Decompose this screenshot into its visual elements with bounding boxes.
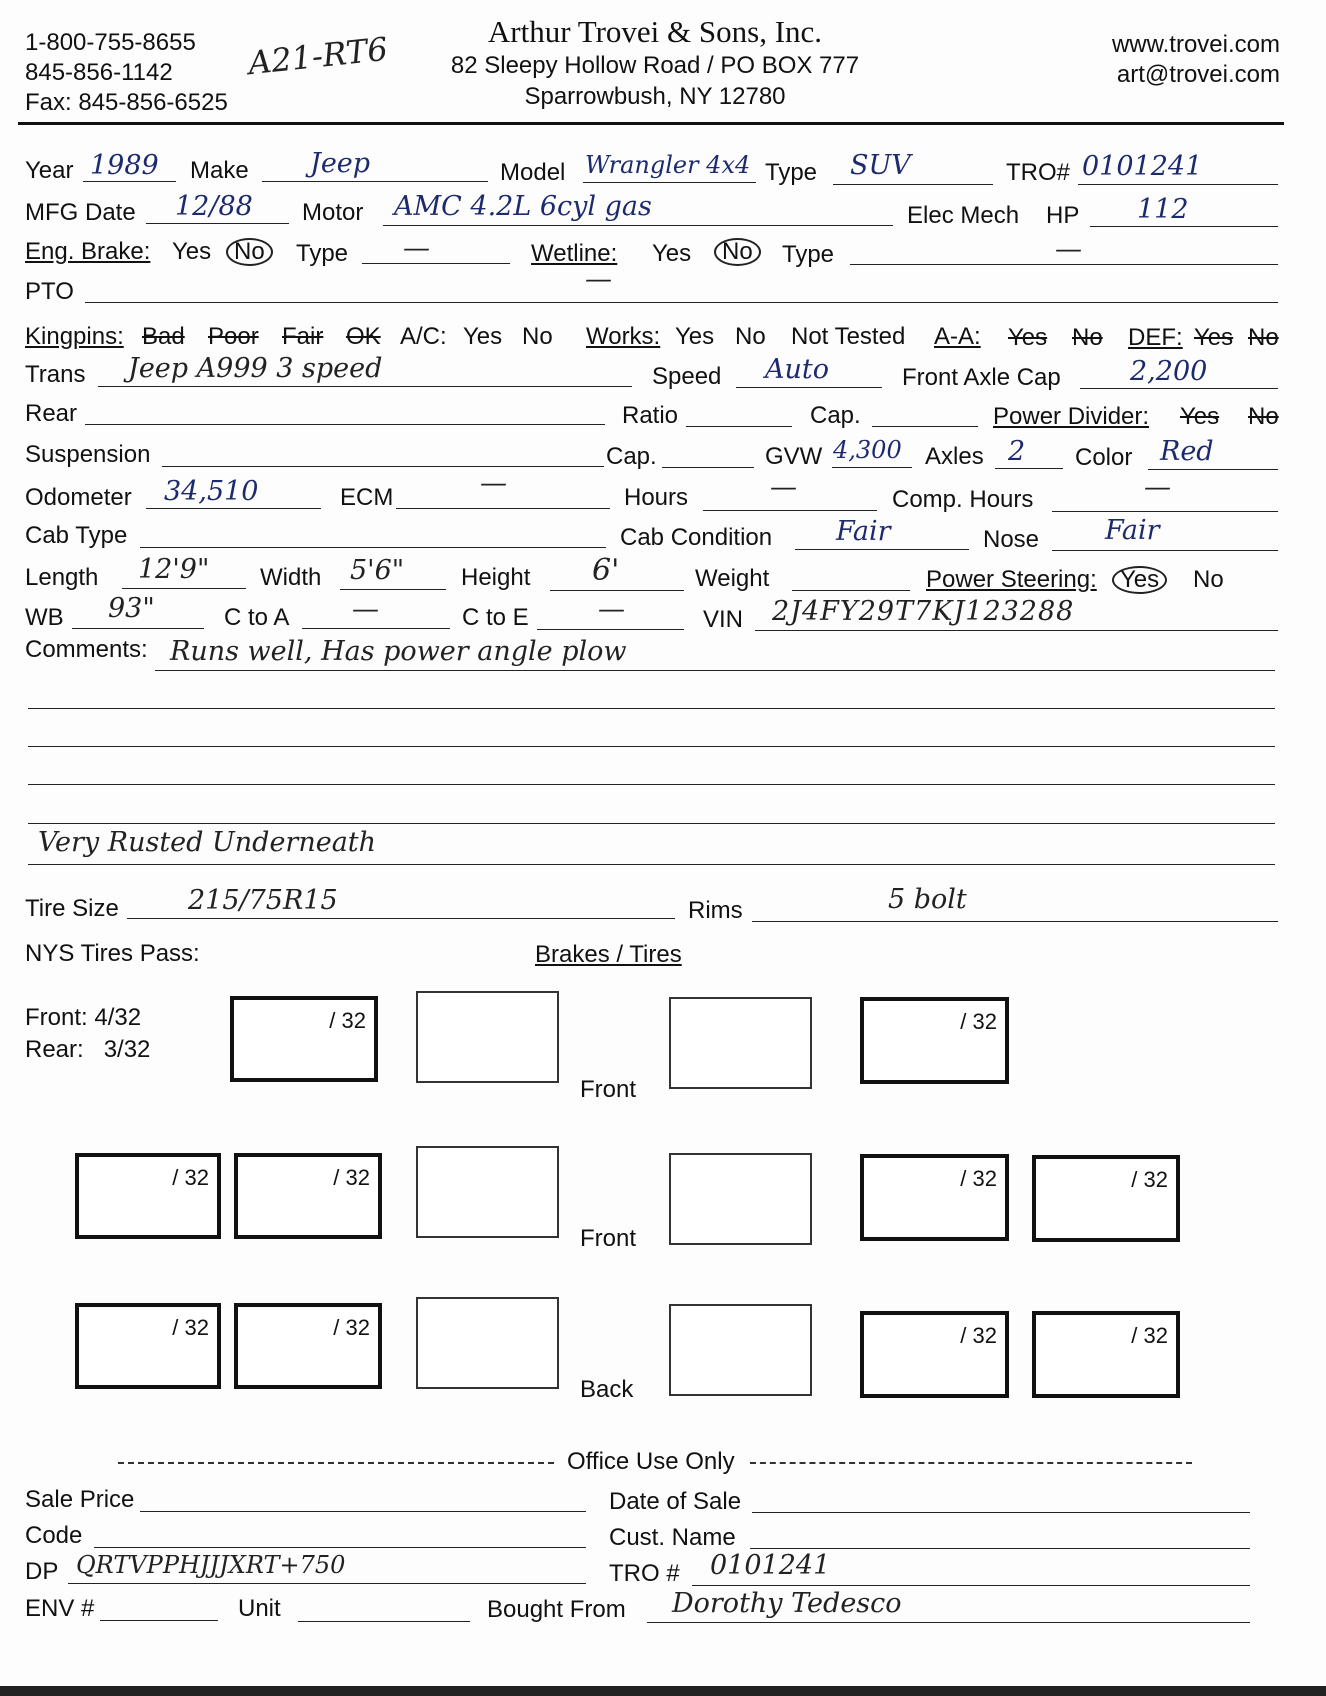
c-to-e-value: — xyxy=(598,594,625,625)
header-divider xyxy=(18,122,1284,125)
rims-line xyxy=(752,921,1278,922)
tire-box-drive1-left-inner[interactable] xyxy=(234,1153,382,1239)
odometer-label: Odometer xyxy=(25,484,132,511)
hp-line xyxy=(1090,226,1278,227)
front-axle-cap-line xyxy=(1080,388,1278,389)
kingpins-fair: Fair xyxy=(282,323,324,350)
dp-label: DP xyxy=(25,1558,59,1585)
axles-value: 2 xyxy=(1008,436,1026,467)
brake-box-drive1-left[interactable] xyxy=(416,1146,559,1238)
ecm-value: — xyxy=(480,468,507,499)
height-label: Height xyxy=(461,564,531,591)
front-axle-cap-value: 2,200 xyxy=(1130,356,1208,387)
wb-line xyxy=(72,628,204,629)
def-yes: Yes xyxy=(1194,324,1234,351)
rear-tread-depth: Rear: 3/32 xyxy=(25,1036,151,1063)
ecm-line xyxy=(396,508,610,509)
c-to-a-value: — xyxy=(352,594,379,625)
tread-32-label: / 32 xyxy=(333,1315,370,1340)
front-tread-depth: Front: 4/32 xyxy=(25,1004,142,1031)
cab-type-line xyxy=(140,547,606,548)
wetline-label: Wetline: xyxy=(531,240,618,267)
axle-label-back: Back xyxy=(580,1376,634,1403)
wetline-type-label: Type xyxy=(782,241,835,268)
wb-value: 93" xyxy=(108,593,155,624)
env-label: ENV # xyxy=(25,1595,95,1622)
ac-label: A/C: xyxy=(400,323,447,350)
color-label: Color xyxy=(1075,444,1133,471)
mfg-date-line xyxy=(146,223,289,224)
gvw-label: GVW xyxy=(765,443,823,470)
tire-box-front-right[interactable] xyxy=(860,997,1009,1084)
cab-condition-value: Fair xyxy=(836,516,891,547)
kingpins-bad: Bad xyxy=(142,323,185,350)
width-value: 5'6" xyxy=(350,555,405,586)
works-no: No xyxy=(735,323,766,350)
kingpins-poor: Poor xyxy=(208,323,259,350)
unit-label: Unit xyxy=(238,1595,281,1622)
cab-condition-line xyxy=(795,549,969,550)
tread-32-label: / 32 xyxy=(172,1165,209,1190)
rear-label: Rear xyxy=(25,400,78,427)
tire-box-drive1-left-outer[interactable] xyxy=(75,1153,221,1239)
rims-label: Rims xyxy=(688,897,743,924)
brake-box-front-left[interactable] xyxy=(416,991,559,1083)
hours-line xyxy=(703,510,877,511)
eng-brake-no-circled: No xyxy=(226,238,273,266)
eng-brake-type-label: Type xyxy=(296,240,349,267)
weight-label: Weight xyxy=(695,565,770,592)
hp-value: 112 xyxy=(1137,194,1189,225)
make-line xyxy=(262,181,488,182)
date-of-sale-label: Date of Sale xyxy=(609,1488,742,1515)
company-block xyxy=(400,14,910,112)
works-label: Works: xyxy=(586,323,661,350)
tread-32-label: / 32 xyxy=(960,1166,997,1191)
tire-box-drive1-right-inner[interactable] xyxy=(860,1154,1009,1241)
hours-value: — xyxy=(770,472,797,503)
make-label: Make xyxy=(190,157,249,184)
tread-32-label: / 32 xyxy=(172,1315,209,1340)
office-divider-left xyxy=(118,1462,554,1464)
year-line xyxy=(83,181,176,182)
comp-hours-line xyxy=(1052,511,1278,512)
comp-hours-value: — xyxy=(1144,472,1171,503)
gvw-line xyxy=(832,467,912,468)
ecm-label: ECM xyxy=(340,484,394,511)
comments-line-6 xyxy=(28,864,1275,865)
env-line xyxy=(100,1620,218,1621)
power-steering-no: No xyxy=(1193,566,1224,593)
suspension-cap-label: Cap. xyxy=(606,443,657,470)
cap-label: Cap. xyxy=(810,402,861,429)
tread-32-label: / 32 xyxy=(1131,1167,1168,1192)
type-label: Type xyxy=(765,159,818,186)
company-address-line2: Sparrowbush, NY 12780 xyxy=(524,83,786,110)
comments-line-3 xyxy=(28,746,1275,747)
eng-brake-yes: Yes xyxy=(172,238,212,265)
speed-value: Auto xyxy=(765,354,829,385)
tire-size-value: 215/75R15 xyxy=(188,885,338,916)
office-divider-right xyxy=(750,1462,1192,1464)
mfg-date-value: 12/88 xyxy=(175,191,253,222)
comments-label: Comments: xyxy=(25,636,148,663)
type-value: SUV xyxy=(850,150,911,181)
bought-from-value: Dorothy Tedesco xyxy=(672,1588,902,1619)
gvw-value: 4,300 xyxy=(833,436,902,464)
tread-32-label: / 32 xyxy=(960,1009,997,1034)
trans-value: Jeep A999 3 speed xyxy=(128,353,383,384)
bought-from-label: Bought From xyxy=(487,1596,626,1623)
aa-no: No xyxy=(1072,324,1103,351)
motor-label: Motor xyxy=(302,199,364,226)
contact-phones xyxy=(25,28,228,118)
motor-line xyxy=(383,225,893,226)
eng-brake-label: Eng. Brake: xyxy=(25,238,151,265)
comments-line-4 xyxy=(28,784,1275,785)
tro-office-value: 0101241 xyxy=(710,1550,831,1581)
scan-bottom-edge xyxy=(0,1686,1326,1696)
type-line xyxy=(833,184,993,185)
length-value: 12'9" xyxy=(138,554,210,585)
tread-32-label: / 32 xyxy=(329,1008,366,1033)
phone-local: 845-856-1142 xyxy=(25,59,173,86)
sale-price-label: Sale Price xyxy=(25,1486,135,1513)
brake-box-back-right[interactable] xyxy=(669,1304,812,1396)
works-yes: Yes xyxy=(675,323,715,350)
c-to-e-label: C to E xyxy=(462,604,529,631)
length-line xyxy=(122,588,246,589)
power-divider-yes: Yes xyxy=(1180,403,1220,430)
comments-line1-value: Runs well, Has power angle plow xyxy=(170,636,627,667)
tread-32-label: / 32 xyxy=(333,1165,370,1190)
nose-line xyxy=(1052,550,1278,551)
power-steering-yes-circled: Yes xyxy=(1112,566,1167,594)
web-contact xyxy=(1112,30,1280,90)
front-axle-cap-label: Front Axle Cap xyxy=(902,364,1061,391)
trans-label: Trans xyxy=(25,361,86,388)
bought-from-line xyxy=(647,1622,1250,1623)
hp-label: HP xyxy=(1046,202,1080,229)
cust-name-label: Cust. Name xyxy=(609,1524,736,1551)
tire-box-back-left-inner[interactable] xyxy=(234,1303,382,1389)
vin-label: VIN xyxy=(703,606,744,633)
suspension-cap-line xyxy=(662,467,754,468)
code-line xyxy=(94,1547,586,1548)
tire-size-line xyxy=(127,918,675,919)
pto-label: PTO xyxy=(25,278,74,305)
date-of-sale-line xyxy=(752,1512,1250,1513)
pto-line xyxy=(85,302,1278,303)
office-use-only-heading: Office Use Only xyxy=(567,1448,735,1475)
cap-line xyxy=(872,426,978,427)
unit-line xyxy=(298,1621,470,1622)
length-label: Length xyxy=(25,564,99,591)
make-value: Jeep xyxy=(310,148,371,179)
power-divider-no: No xyxy=(1248,403,1279,430)
year-value: 1989 xyxy=(90,150,159,181)
comments-line6-value: Very Rusted Underneath xyxy=(38,827,377,858)
wetline-yes: Yes xyxy=(652,240,692,267)
power-steering-label: Power Steering: xyxy=(926,566,1097,593)
axle-label-front-1: Front xyxy=(580,1076,637,1103)
height-value: 6' xyxy=(592,553,620,588)
dp-line xyxy=(68,1583,586,1584)
suspension-line xyxy=(162,466,604,467)
company-name: Arthur Trovei & Sons, Inc. xyxy=(487,14,823,49)
trans-line xyxy=(98,386,632,387)
ac-no: No xyxy=(522,323,553,350)
motor-value: AMC 4.2L 6cyl gas xyxy=(394,191,652,222)
wetline-type-value: — xyxy=(1055,234,1082,265)
tire-box-back-right-inner[interactable] xyxy=(860,1311,1009,1398)
vin-line xyxy=(755,630,1278,631)
year-label: Year xyxy=(25,157,74,184)
nose-label: Nose xyxy=(983,526,1040,553)
code-label: Code xyxy=(25,1522,83,1549)
tro-line xyxy=(1078,184,1278,185)
tro-value: 0101241 xyxy=(1082,151,1203,182)
tread-32-label: / 32 xyxy=(960,1323,997,1348)
hours-label: Hours xyxy=(624,484,689,511)
eng-brake-type-line xyxy=(362,263,510,264)
width-line xyxy=(340,589,446,590)
color-line xyxy=(1148,469,1278,470)
fax-number: Fax: 845-856-6525 xyxy=(25,89,228,116)
brake-box-front-right[interactable] xyxy=(669,997,812,1089)
wb-label: WB xyxy=(25,604,64,631)
aa-yes: Yes xyxy=(1008,324,1048,351)
ratio-label: Ratio xyxy=(622,402,679,429)
comments-line-2 xyxy=(28,708,1275,709)
dp-value: QRTVPPHJJJXRT+750 xyxy=(76,1551,346,1579)
speed-line xyxy=(736,387,882,388)
nys-tires-pass-label: NYS Tires Pass: xyxy=(25,940,200,967)
tire-size-label: Tire Size xyxy=(25,895,119,922)
eng-brake-type-value: — xyxy=(403,233,430,264)
ac-yes: Yes xyxy=(463,323,503,350)
cab-condition-label: Cab Condition xyxy=(620,524,773,551)
c-to-e-line xyxy=(537,629,684,630)
phone-tollfree: 1-800-755-8655 xyxy=(25,29,196,56)
tire-box-front-left[interactable] xyxy=(230,996,378,1082)
c-to-a-label: C to A xyxy=(224,604,290,631)
width-label: Width xyxy=(260,564,322,591)
color-value: Red xyxy=(1160,436,1214,467)
suspension-label: Suspension xyxy=(25,441,151,468)
mfg-date-label: MFG Date xyxy=(25,199,136,226)
vin-value: 2J4FY29T7KJ123288 xyxy=(772,596,1075,627)
def-no: No xyxy=(1248,324,1279,351)
website: www.trovei.com xyxy=(1111,31,1280,58)
tire-box-back-left-outer[interactable] xyxy=(75,1303,221,1389)
model-value: Wrangler 4x4 xyxy=(585,151,751,179)
tro-label: TRO# xyxy=(1006,159,1071,186)
brake-box-drive1-right[interactable] xyxy=(669,1153,812,1245)
odometer-value: 34,510 xyxy=(164,476,259,507)
rear-line xyxy=(85,424,605,425)
axles-line xyxy=(995,468,1063,469)
rims-value: 5 bolt xyxy=(888,884,967,915)
brakes-tires-heading: Brakes / Tires xyxy=(535,941,682,968)
brake-box-back-left[interactable] xyxy=(416,1297,559,1389)
power-divider-label: Power Divider: xyxy=(993,403,1150,430)
odometer-line xyxy=(146,508,321,509)
nose-value: Fair xyxy=(1105,515,1160,546)
axle-label-front-2: Front xyxy=(580,1225,637,1252)
comp-hours-label: Comp. Hours xyxy=(892,486,1034,513)
height-line xyxy=(550,590,684,591)
model-label: Model xyxy=(500,159,566,186)
tro-office-line xyxy=(692,1585,1250,1586)
weight-line xyxy=(792,590,910,591)
tro-office-label: TRO # xyxy=(609,1560,680,1587)
stock-code: A21-RT6 xyxy=(246,29,390,83)
aa-label: A-A: xyxy=(934,323,981,350)
ratio-line xyxy=(686,426,792,427)
works-not-tested: Not Tested xyxy=(791,323,906,350)
tire-box-back-right-outer[interactable] xyxy=(1032,1311,1180,1398)
kingpins-ok: OK xyxy=(346,323,381,350)
speed-label: Speed xyxy=(652,363,722,390)
company-address-line1: 82 Sleepy Hollow Road / PO BOX 777 xyxy=(450,52,860,79)
comments-line-1 xyxy=(155,670,1275,671)
axles-label: Axles xyxy=(925,443,984,470)
kingpins-label: Kingpins: xyxy=(25,323,124,350)
cust-name-line xyxy=(750,1548,1250,1549)
cab-type-label: Cab Type xyxy=(25,522,128,549)
def-label: DEF: xyxy=(1128,324,1183,351)
wetline-no-circled: No xyxy=(714,238,761,266)
c-to-a-line xyxy=(302,628,450,629)
model-line xyxy=(583,182,756,183)
tread-32-label: / 32 xyxy=(1131,1323,1168,1348)
sale-price-line xyxy=(140,1511,586,1512)
tire-box-drive1-right-outer[interactable] xyxy=(1032,1155,1180,1242)
email: art@trovei.com xyxy=(1116,61,1280,88)
elec-mech-label: Elec Mech xyxy=(907,202,1020,229)
pto-value: — xyxy=(585,264,612,295)
comments-line-5 xyxy=(28,823,1275,824)
